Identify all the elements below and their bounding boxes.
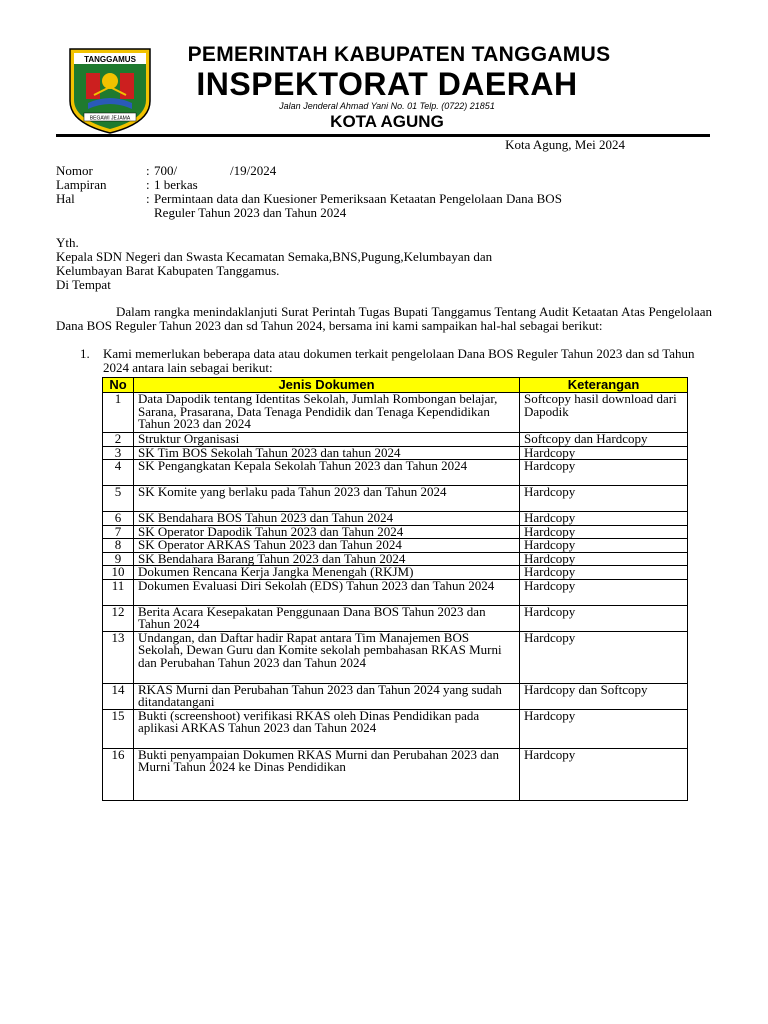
document-name-cell: Data Dapodik tentang Identitas Sekolah, Jumlah Rombongan belajar, Sarana, Prasarana, Data Tenaga Pendidik dan Tenaga Kependidikan Tahun 2023 dan 2024 bbox=[134, 393, 520, 433]
notes-cell: Hardcopy bbox=[520, 525, 688, 539]
document-name-cell: Berita Acara Kesepakatan Penggunaan Dana BOS Tahun 2023 dan Tahun 2024 bbox=[134, 605, 520, 631]
notes-cell: Hardcopy bbox=[520, 748, 688, 800]
hal-label: Hal bbox=[56, 191, 75, 206]
hal-value-line2: Reguler Tahun 2023 dan Tahun 2024 bbox=[154, 205, 347, 220]
row-number-cell: 9 bbox=[103, 552, 134, 566]
nomor-label: Nomor bbox=[56, 163, 93, 178]
document-name-cell: Undangan, dan Daftar hadir Rapat antara Tim Manajemen BOS Sekolah, Dewan Guru dan Komite sekolah pembahasan RKAS Murni dan Perubahan Tahun 2023 dan Tahun 2024 bbox=[134, 631, 520, 683]
colon: : bbox=[146, 191, 150, 206]
row-number-cell: 14 bbox=[103, 683, 134, 709]
notes-cell: Hardcopy bbox=[520, 446, 688, 460]
document-name-cell: SK Operator ARKAS Tahun 2023 dan Tahun 2024 bbox=[134, 539, 520, 553]
row-number-cell: 1 bbox=[103, 393, 134, 433]
recipient-line: Kepala SDN Negeri dan Swasta Kecamatan Semaka,BNS,Pugung,Kelumbayan dan bbox=[56, 249, 493, 264]
colon: : bbox=[146, 163, 150, 178]
column-header-document: Jenis Dokumen bbox=[134, 378, 520, 393]
lampiran-value: 1 berkas bbox=[154, 177, 198, 192]
document-name-cell: Dokumen Rencana Kerja Jangka Menengah (RKJM) bbox=[134, 566, 520, 580]
table-body bbox=[103, 393, 688, 801]
svg-text:BEGAWI JEJAMA: BEGAWI JEJAMA bbox=[89, 115, 131, 122]
document-name-cell: SK Bendahara BOS Tahun 2023 dan Tahun 2024 bbox=[134, 512, 520, 526]
notes-cell: Hardcopy dan Softcopy bbox=[520, 683, 688, 709]
table-row bbox=[103, 566, 688, 580]
table-row bbox=[103, 605, 688, 631]
list-item-number: 1. bbox=[80, 346, 90, 361]
nomor-value-prefix: 700/ bbox=[154, 163, 178, 178]
opening-paragraph: Dalam rangka menindaklanjuti Surat Perintah Tugas Bupati Tanggamus Tentang Audit Ketaatan Atas Pengelolaan Dana BOS Reguler Tahun 2023 dan sd Tahun 2024, bersama ini kami sampaikan hal-hal sebagai berikut: bbox=[56, 304, 712, 333]
table-row bbox=[103, 748, 688, 800]
notes-cell: Hardcopy bbox=[520, 539, 688, 553]
document-name-cell: SK Tim BOS Sekolah Tahun 2023 dan tahun 2024 bbox=[134, 446, 520, 460]
agency-city: KOTA AGUNG bbox=[330, 112, 444, 131]
agency-address: Jalan Jenderal Ahmad Yani No. 01 Telp. (0722) 21851 bbox=[279, 101, 495, 111]
table-row bbox=[103, 393, 688, 433]
notes-cell: Hardcopy bbox=[520, 605, 688, 631]
recipient-place: Di Tempat bbox=[56, 277, 111, 292]
notes-cell: Hardcopy bbox=[520, 460, 688, 486]
table-row bbox=[103, 460, 688, 486]
row-number-cell: 8 bbox=[103, 539, 134, 553]
document-name-cell: Bukti penyampaian Dokumen RKAS Murni dan Perubahan 2023 dan Murni Tahun 2024 ke Dinas Pendidikan bbox=[134, 748, 520, 800]
list-item-text: Kami memerlukan beberapa data atau dokumen terkait pengelolaan Dana BOS Reguler Tahun 2023 dan sd Tahun 2024 antara lain sebagai berikut: bbox=[103, 346, 695, 375]
table-row bbox=[103, 539, 688, 553]
document-table bbox=[102, 377, 688, 801]
agency-name: INSPEKTORAT DAERAH bbox=[196, 66, 578, 102]
recipient-line: Kelumbayan Barat Kabupaten Tanggamus. bbox=[56, 263, 280, 278]
notes-cell: Hardcopy bbox=[520, 579, 688, 605]
row-number-cell: 15 bbox=[103, 709, 134, 748]
row-number-cell: 12 bbox=[103, 605, 134, 631]
row-number-cell: 16 bbox=[103, 748, 134, 800]
row-number-cell: 6 bbox=[103, 512, 134, 526]
lampiran-label: Lampiran bbox=[56, 177, 107, 192]
table-row bbox=[103, 709, 688, 748]
government-name: PEMERINTAH KABUPATEN TANGGAMUS bbox=[187, 43, 611, 66]
notes-cell: Hardcopy bbox=[520, 512, 688, 526]
letterhead bbox=[0, 0, 768, 136]
table-row bbox=[103, 512, 688, 526]
table-row bbox=[103, 579, 688, 605]
svg-text:TANGGAMUS: TANGGAMUS bbox=[84, 55, 136, 64]
document-name-cell: SK Operator Dapodik Tahun 2023 dan Tahun 2024 bbox=[134, 525, 520, 539]
row-number-cell: 4 bbox=[103, 460, 134, 486]
notes-cell: Softcopy dan Hardcopy bbox=[520, 433, 688, 447]
document-name-cell: Bukti (screenshoot) verifikasi RKAS oleh Dinas Pendidikan pada aplikasi ARKAS Tahun 2023 dan Tahun 2024 bbox=[134, 709, 520, 748]
recipient-greeting: Yth. bbox=[56, 235, 79, 250]
column-header-notes: Keterangan bbox=[520, 378, 688, 393]
row-number-cell: 11 bbox=[103, 579, 134, 605]
notes-cell: Hardcopy bbox=[520, 631, 688, 683]
table-row bbox=[103, 433, 688, 447]
notes-cell: Hardcopy bbox=[520, 486, 688, 512]
document-name-cell: SK Komite yang berlaku pada Tahun 2023 dan Tahun 2024 bbox=[134, 486, 520, 512]
notes-cell: Softcopy hasil download dari Dapodik bbox=[520, 393, 688, 433]
document-name-cell: SK Bendahara Barang Tahun 2023 dan Tahun 2024 bbox=[134, 552, 520, 566]
row-number-cell: 2 bbox=[103, 433, 134, 447]
document-name-cell: RKAS Murni dan Perubahan Tahun 2023 dan Tahun 2024 yang sudah ditandatangani bbox=[134, 683, 520, 709]
document-name-cell: Struktur Organisasi bbox=[134, 433, 520, 447]
row-number-cell: 5 bbox=[103, 486, 134, 512]
nomor-value-suffix: /19/2024 bbox=[230, 163, 277, 178]
table-row bbox=[103, 683, 688, 709]
table-row bbox=[103, 631, 688, 683]
recipient-block bbox=[56, 236, 656, 292]
notes-cell: Hardcopy bbox=[520, 709, 688, 748]
notes-cell: Hardcopy bbox=[520, 552, 688, 566]
hal-value-line1: Permintaan data dan Kuesioner Pemeriksaan Ketaatan Pengelolaan Dana BOS bbox=[154, 191, 562, 206]
row-number-cell: 7 bbox=[103, 525, 134, 539]
row-number-cell: 13 bbox=[103, 631, 134, 683]
document-name-cell: SK Pengangkatan Kepala Sekolah Tahun 2023 dan Tahun 2024 bbox=[134, 460, 520, 486]
colon: : bbox=[146, 177, 150, 192]
row-number-cell: 10 bbox=[103, 566, 134, 580]
table-row bbox=[103, 486, 688, 512]
letter-date: Kota Agung, Mei 2024 bbox=[505, 137, 625, 152]
row-number-cell: 3 bbox=[103, 446, 134, 460]
document-name-cell: Dokumen Evaluasi Diri Sekolah (EDS) Tahun 2023 dan Tahun 2024 bbox=[134, 579, 520, 605]
notes-cell: Hardcopy bbox=[520, 566, 688, 580]
column-header-no: No bbox=[103, 378, 134, 393]
